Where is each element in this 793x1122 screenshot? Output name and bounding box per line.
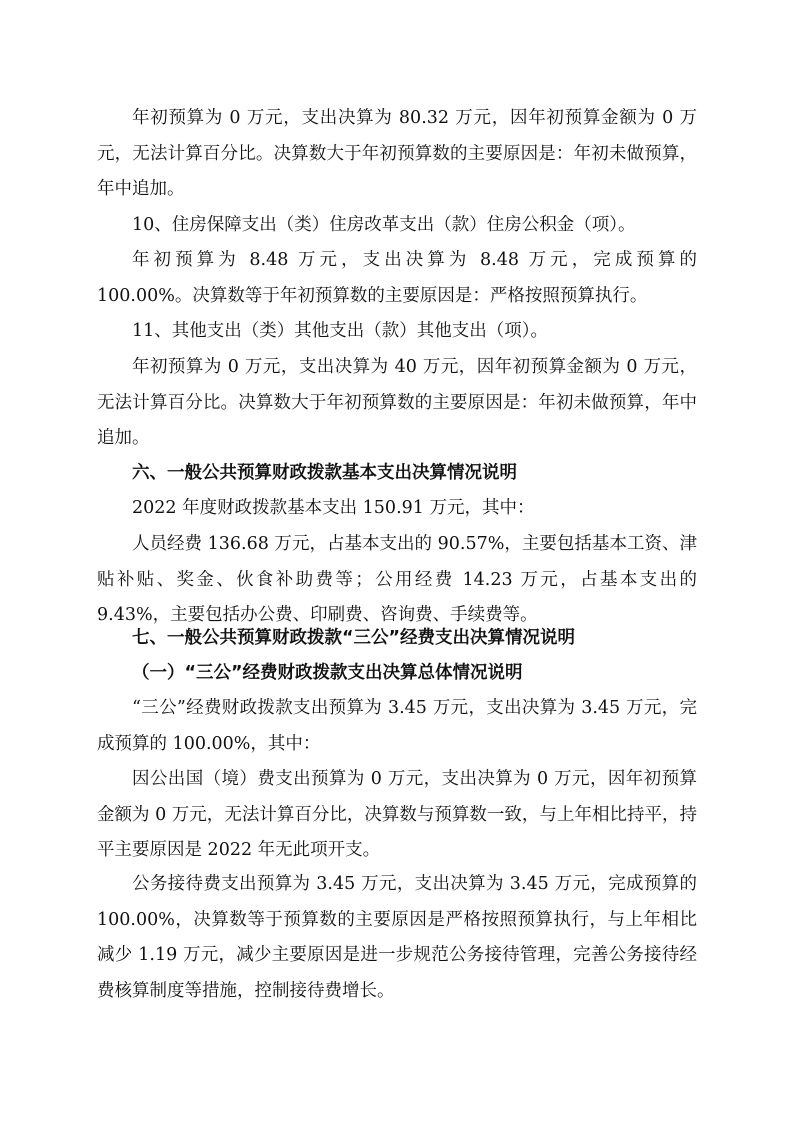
paragraph-reception-expenses: 公务接待费支出预算为 3.45 万元，支出决算为 3.45 万元，完成预算的 100.00%，决算数等于预算数的主要原因是严格按照预算执行，与上年相比减少 1.19 万元，减少主要原因是进一步规范公务接待管理，完善公务接待经费核算制度等措施，控制接待费增长。 bbox=[97, 874, 697, 1001]
paragraph-three-public-total: “三公”经费财政拨款支出预算为 3.45 万元，支出决算为 3.45 万元，完成预算的 100.00%，其中： bbox=[97, 698, 697, 754]
paragraph-budget-note-1: 年初预算为 0 万元，支出决算为 80.32 万元，因年初预算金额为 0 万元，无法计算百分比。决算数大于年初预算数的主要原因是：年初未做预算，年中追加。 bbox=[97, 108, 697, 199]
subsection-heading-1: （一）“三公”经费财政拨款支出决算总体情况说明 bbox=[132, 663, 523, 683]
paragraph-personnel-expenses: 人员经费 136.68 万元，占基本支出的 90.57%，主要包括基本工资、津贴补贴、奖金、伙食补助费等；公用经费 14.23 万元，占基本支出的 9.43%，主要包括办公费、印刷费、咨询费、手续费等。 bbox=[97, 534, 697, 625]
paragraph-item-11: 11、其他支出（类）其他支出（款）其他支出（项）。 bbox=[132, 321, 549, 341]
paragraph-basic-expenditure: 2022 年度财政拨款基本支出 150.91 万元，其中： bbox=[132, 498, 535, 518]
paragraph-budget-note-3: 年初预算为 0 万元，支出决算为 40 万元，因年初预算金额为 0 万元，无法计算百分比。决算数大于年初预算数的主要原因是：年初未做预算，年中追加。 bbox=[97, 357, 697, 448]
paragraph-item-10: 10、住房保障支出（类）住房改革支出（款）住房公积金（项）。 bbox=[132, 215, 636, 235]
section-heading-6: 六、一般公共预算财政拨款基本支出决算情况说明 bbox=[132, 463, 517, 483]
section-heading-7: 七、一般公共预算财政拨款“三公”经费支出决算情况说明 bbox=[132, 628, 576, 648]
paragraph-budget-note-2: 年初预算为 8.48 万元，支出决算为 8.48 万元，完成预算的 100.00%。决算数等于年初预算数的主要原因是：严格按照预算执行。 bbox=[97, 250, 697, 306]
paragraph-overseas-travel: 因公出国（境）费支出预算为 0 万元，支出决算为 0 万元，因年初预算金额为 0 万元，无法计算百分比，决算数与预算数一致，与上年相比持平，持平主要原因是 2022 年无此项开支。 bbox=[97, 769, 697, 860]
